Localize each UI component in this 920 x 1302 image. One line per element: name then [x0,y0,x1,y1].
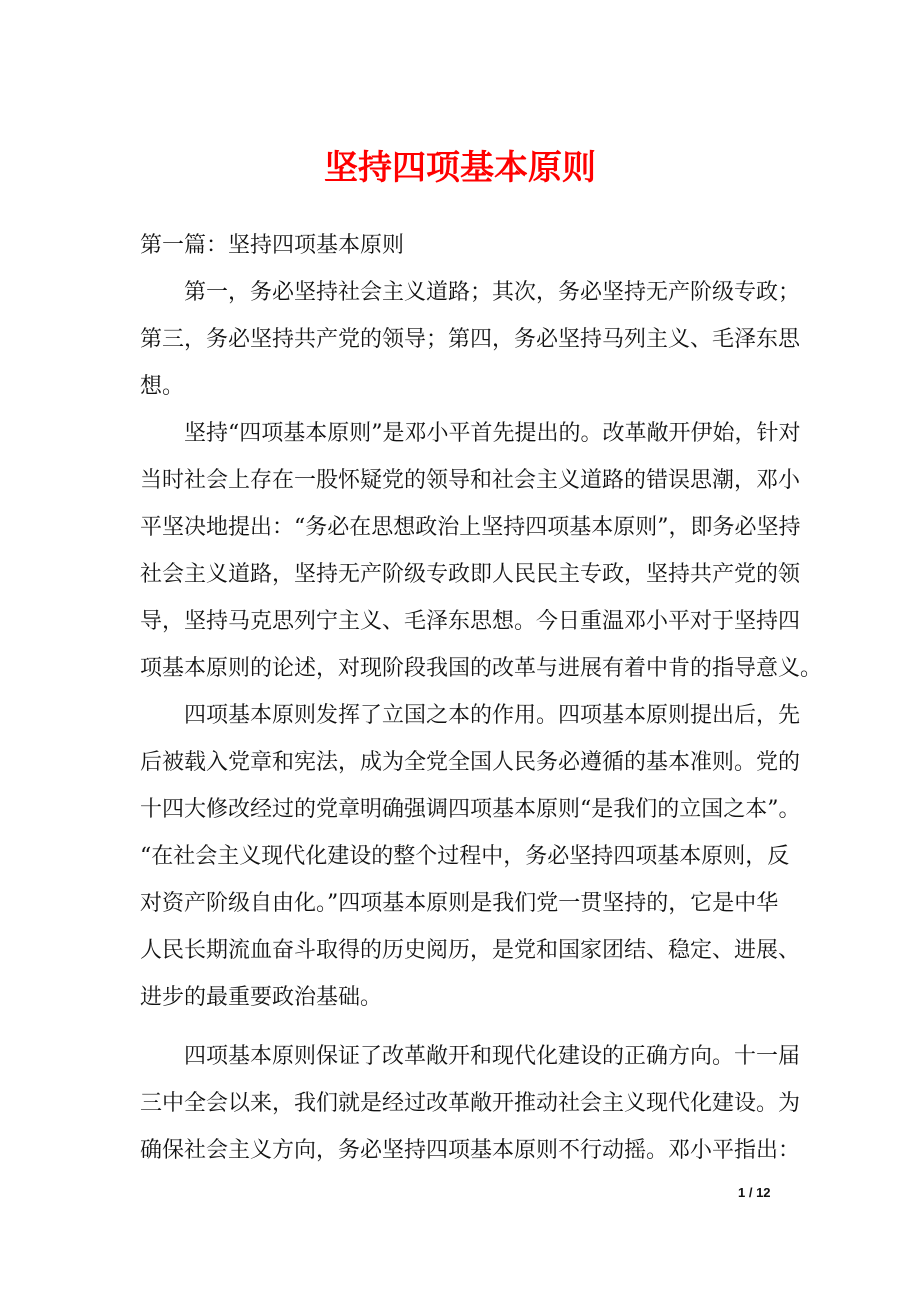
paragraph-line: 平坚决地提出：“务必在思想政治上坚持四项基本原则”，即务必坚持 [140,515,801,540]
paragraph-line: 坚持“四项基本原则”是邓小平首先提出的。改革敞开伊始，针对 [140,421,801,446]
section-heading: 第一篇：坚持四项基本原则 [140,233,405,258]
paragraph-line: 后被载入党章和宪法，成为全党全国人民务必遵循的基本准则。党的 [140,750,801,775]
paragraph-line: 想。 [140,374,185,399]
paragraph-line: 进步的最重要政治基础。 [140,985,383,1010]
paragraph-line: 确保社会主义方向，务必坚持四项基本原则不行动摇。邓小平指出： [140,1138,801,1163]
paragraph-line: 当时社会上存在一股怀疑党的领导和社会主义道路的错误思潮，邓小 [140,468,801,493]
paragraph [140,692,800,1021]
document-title: 坚持四项基本原则 [324,148,596,188]
page-number: 1 / 12 [738,1185,771,1200]
paragraph-line: 第一，务必坚持社会主义道路；其次，务必坚持无产阶级专政； [140,280,801,305]
paragraph-line: “在社会主义现代化建设的整个过程中，务必坚持四项基本原则，反 [140,844,790,869]
paragraph [140,1033,800,1174]
paragraph-line: 导，坚持马克思列宁主义、毛泽东思想。今日重温邓小平对于坚持四 [140,609,801,634]
paragraph-line: 第三，务必坚持共产党的领导；第四，务必坚持马列主义、毛泽东思 [140,327,801,352]
paragraph-line: 三中全会以来，我们就是经过改革敞开推动社会主义现代化建设。为 [140,1091,801,1116]
paragraph [140,269,800,410]
paragraph-line: 四项基本原则保证了改革敞开和现代化建设的正确方向。十一届 [140,1044,801,1069]
paragraph-line: 社会主义道路，坚持无产阶级专政即人民民主专政，坚持共产党的领 [140,562,801,587]
paragraph-line: 项基本原则的论述，对现阶段我国的改革与进展有着中肯的指导意义。 [140,656,823,681]
paragraph-line: 对资产阶级自由化。”四项基本原则是我们党一贯坚持的，它是中华 [140,891,779,916]
paragraph-line: 人民长期流血奋斗取得的历史阅历，是党和国家团结、稳定、进展、 [140,938,801,963]
document-body [140,222,823,1174]
paragraph-line: 十四大修改经过的党章明确强调四项基本原则“是我们的立国之本”。 [140,797,801,822]
paragraph-line: 四项基本原则发挥了立国之本的作用。四项基本原则提出后，先 [140,703,801,728]
paragraph [140,410,823,692]
